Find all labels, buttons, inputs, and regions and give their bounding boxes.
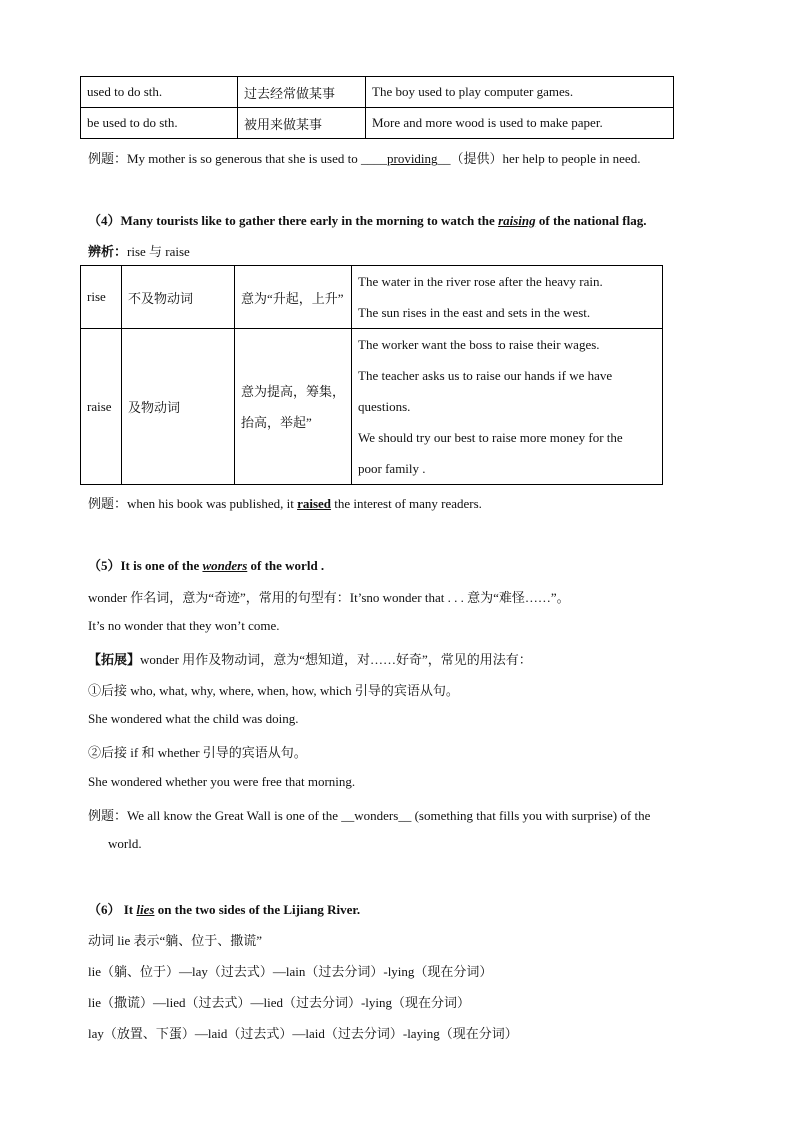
example-sentence: The worker want the boss to raise their wages. <box>358 337 600 352</box>
table-row <box>81 266 663 329</box>
section-heading <box>88 210 647 229</box>
example-sentence: The water in the river rose after the heavy rain. <box>358 274 603 289</box>
heading-text-end: on the two sides of the Lijiang River. <box>154 902 361 917</box>
example-sentence: We should try our best to raise more money for the <box>358 430 623 445</box>
example-sentence: poor family . <box>358 461 426 476</box>
table-cell: More and more wood is used to make paper. <box>366 108 674 139</box>
body-line: She wondered whether you were free that morning. <box>88 774 356 789</box>
example-sentence: questions. <box>358 399 411 414</box>
body-line: lie（撒谎）—lied（过去式）—lied（过去分词）-lying（现在分词） <box>88 995 471 1010</box>
table-cell <box>235 329 352 485</box>
extension-label: 【拓展】 <box>88 652 141 667</box>
table-cell: 意为“升起，上升” <box>235 266 352 329</box>
heading-text: （5）It is one of the <box>88 558 203 573</box>
table-cell: 不及物动词 <box>122 266 235 329</box>
analysis-line <box>88 241 190 260</box>
body-line: She wondered what the child was doing. <box>88 711 299 726</box>
rise-raise-table <box>80 265 663 485</box>
body-line: 动词 lie 表示“躺、位于、撒谎” <box>88 933 263 948</box>
table-cell: raise <box>81 329 122 485</box>
example-sentence: The teacher asks us to raise our hands if we have <box>358 368 613 383</box>
table-cell <box>352 329 663 485</box>
table-cell: 及物动词 <box>122 329 235 485</box>
section-heading <box>88 899 360 918</box>
extension-line <box>88 649 532 668</box>
example-prefix: 例题：My mother is so generous that she is used to ____ <box>88 151 387 166</box>
example-suffix: __（提供）her help to people in need. <box>437 151 641 166</box>
example-line: 例题：We all know the Great Wall is one of the __wonders__ (something that fills you with surprise) of the <box>88 808 651 823</box>
example-answer: providing <box>386 151 438 166</box>
table-row <box>81 77 674 108</box>
table-row <box>81 108 674 139</box>
body-line: lie（躺、位于）—lay（过去式）—lain（过去分词）-lying（现在分词） <box>88 964 493 979</box>
example-sentence: The sun rises in the east and sets in the west. <box>358 305 591 320</box>
table-cell: The boy used to play computer games. <box>366 77 674 108</box>
analysis-label: 辨析： <box>88 244 128 259</box>
section-heading <box>88 555 324 574</box>
example-line: world. <box>108 836 142 851</box>
extension-text: wonder 用作及物动词，意为“想知道，对……好奇”，常见的用法有： <box>140 652 532 667</box>
example-line <box>88 148 640 167</box>
table-row <box>81 329 663 485</box>
table-cell: rise <box>81 266 122 329</box>
body-line: It’s no wonder that they won’t come. <box>88 618 280 633</box>
heading-text-end: of the world . <box>247 558 325 573</box>
example-answer: raised <box>297 496 332 511</box>
heading-text: （4）Many tourists like to gather there early in the morning to watch the <box>88 213 499 228</box>
heading-keyword: lies <box>136 902 155 917</box>
example-prefix: 例题：when his book was published, it <box>88 496 298 511</box>
meaning-line: 意为提高，筹集， <box>241 383 346 399</box>
table-cell: used to do sth. <box>81 77 238 108</box>
body-line: ②后接 if 和 whether 引导的宾语从句。 <box>88 745 307 760</box>
body-line: ①后接 who, what, why, where, when, how, which 引导的宾语从句。 <box>88 683 459 698</box>
example-suffix: the interest of many readers. <box>331 496 482 511</box>
table-cell: 被用来做某事 <box>238 108 366 139</box>
table-cell <box>352 266 663 329</box>
heading-keyword: raising <box>498 213 536 228</box>
usage-table <box>80 76 674 139</box>
body-line: lay（放置、下蛋）—laid（过去式）—laid（过去分词）-laying（现在分词） <box>88 1026 518 1041</box>
table-cell: be used to do sth. <box>81 108 238 139</box>
analysis-text: rise 与 raise <box>127 244 190 259</box>
example-line <box>88 493 482 512</box>
heading-keyword: wonders <box>202 558 248 573</box>
heading-text: （6） It <box>88 902 137 917</box>
table-cell: 过去经常做某事 <box>238 77 366 108</box>
body-line: wonder 作名词，意为“奇迹”，常用的句型有：It’sno wonder that . . . 意为“难怪……”。 <box>88 590 570 605</box>
meaning-line: 抬高，举起” <box>241 414 312 430</box>
heading-text-end: of the national flag. <box>535 213 647 228</box>
